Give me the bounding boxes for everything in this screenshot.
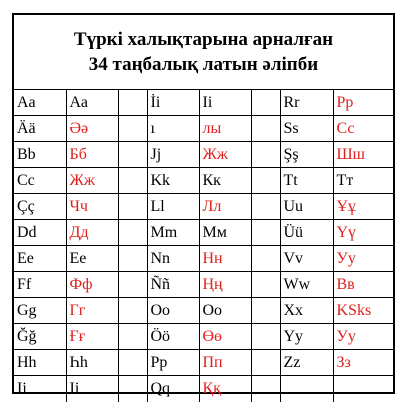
spacer-cell — [251, 298, 280, 324]
cyrillic-letter-cell: Фф — [66, 272, 118, 298]
spacer-cell — [251, 142, 280, 168]
letter-row — [14, 220, 393, 246]
latin-letter-cell: Hh — [14, 350, 66, 376]
latin-letter-cell: Xx — [280, 298, 333, 324]
cyrillic-letter-cell: Өө — [199, 324, 251, 350]
cyrillic-letter-cell: Сс — [333, 116, 393, 142]
latin-letter-cell: Şş — [280, 142, 333, 168]
cyrillic-letter-cell: Әә — [66, 116, 118, 142]
cyrillic-letter-cell: Жж — [199, 142, 251, 168]
spacer-cell — [118, 298, 147, 324]
latin-letter-cell: Bb — [14, 142, 66, 168]
cyrillic-letter-cell: Шш — [333, 142, 393, 168]
cyrillic-letter-cell: Мм — [199, 220, 251, 246]
latin-letter-cell: Rr — [280, 90, 333, 116]
cyrillic-letter-cell: Кк — [199, 168, 251, 194]
spacer-cell — [251, 90, 280, 116]
cyrillic-letter-cell: Ii — [199, 90, 251, 116]
spacer-cell — [118, 90, 147, 116]
spacer-cell — [118, 142, 147, 168]
latin-letter-cell: ı — [147, 116, 199, 142]
cyrillic-letter-cell: Аа — [66, 90, 118, 116]
spacer-cell — [118, 324, 147, 350]
cyrillic-letter-cell: Рр — [333, 90, 393, 116]
cyrillic-letter-cell: Зз — [333, 350, 393, 376]
letter-row — [14, 350, 393, 376]
latin-letter-cell: Ww — [280, 272, 333, 298]
spacer-cell — [118, 350, 147, 376]
latin-letter-cell: Aa — [14, 90, 66, 116]
latin-letter-cell: Cc — [14, 168, 66, 194]
letter-row — [14, 376, 393, 403]
letter-row — [14, 194, 393, 220]
letter-row — [14, 116, 393, 142]
cyrillic-letter-cell: Гг — [66, 298, 118, 324]
cyrillic-letter-cell: Жж — [66, 168, 118, 194]
title-line-1: Түркі халықтарына арналған — [73, 29, 334, 50]
latin-letter-cell: Ee — [14, 246, 66, 272]
letter-row — [14, 298, 393, 324]
latin-letter-cell: Çç — [14, 194, 66, 220]
cyrillic-letter-cell: Һh — [66, 350, 118, 376]
spacer-cell — [118, 376, 147, 403]
sheet-title — [14, 15, 393, 90]
latin-letter-cell: Nn — [147, 246, 199, 272]
cyrillic-letter-cell: Лл — [199, 194, 251, 220]
spacer-cell — [251, 376, 280, 403]
latin-letter-cell: Mm — [147, 220, 199, 246]
latin-letter-cell: Uu — [280, 194, 333, 220]
cyrillic-letter-cell: KSks — [333, 298, 393, 324]
cyrillic-letter-cell: Үү — [333, 220, 393, 246]
spacer-cell — [118, 246, 147, 272]
spacer-cell — [251, 116, 280, 142]
cyrillic-letter-cell: Уу — [333, 324, 393, 350]
latin-letter-cell: Vv — [280, 246, 333, 272]
letter-row — [14, 272, 393, 298]
spacer-cell — [251, 324, 280, 350]
latin-letter-cell: Gg — [14, 298, 66, 324]
cyrillic-letter-cell: Чч — [66, 194, 118, 220]
spacer-cell — [118, 116, 147, 142]
latin-letter-cell: Oo — [147, 298, 199, 324]
letter-row — [14, 142, 393, 168]
latin-letter-cell: Ll — [147, 194, 199, 220]
cyrillic-letter-cell: Іі — [66, 376, 118, 403]
cyrillic-letter-cell: Уу — [333, 246, 393, 272]
spacer-cell — [251, 246, 280, 272]
spacer-cell — [251, 220, 280, 246]
latin-letter-cell: Ff — [14, 272, 66, 298]
cyrillic-letter-cell — [333, 376, 393, 403]
latin-letter-cell: Ss — [280, 116, 333, 142]
spacer-cell — [251, 168, 280, 194]
cyrillic-letter-cell: Пп — [199, 350, 251, 376]
spacer-cell — [251, 350, 280, 376]
latin-letter-cell: Yy — [280, 324, 333, 350]
latin-letter-cell: Tt — [280, 168, 333, 194]
latin-letter-cell: Zz — [280, 350, 333, 376]
cyrillic-letter-cell: лы — [199, 116, 251, 142]
alphabet-table-body — [14, 90, 393, 402]
latin-letter-cell: Ğğ — [14, 324, 66, 350]
letter-row — [14, 246, 393, 272]
cyrillic-letter-cell: Бб — [66, 142, 118, 168]
alphabet-sheet — [12, 13, 395, 397]
cyrillic-letter-cell: Ее — [66, 246, 118, 272]
spacer-cell — [118, 168, 147, 194]
letter-row — [14, 168, 393, 194]
latin-letter-cell: Jj — [147, 142, 199, 168]
spacer-cell — [118, 220, 147, 246]
spacer-cell — [118, 272, 147, 298]
spacer-cell — [251, 194, 280, 220]
spacer-cell — [118, 194, 147, 220]
latin-letter-cell: Öö — [147, 324, 199, 350]
letter-row — [14, 90, 393, 116]
cyrillic-letter-cell: Дд — [66, 220, 118, 246]
cyrillic-letter-cell: Ұұ — [333, 194, 393, 220]
cyrillic-letter-cell: Ғғ — [66, 324, 118, 350]
letter-row — [14, 324, 393, 350]
cyrillic-letter-cell: Ңң — [199, 272, 251, 298]
cyrillic-letter-cell: Ққ — [199, 376, 251, 403]
cyrillic-letter-cell: Тт — [333, 168, 393, 194]
latin-letter-cell: Pp — [147, 350, 199, 376]
latin-letter-cell: İi — [147, 90, 199, 116]
latin-letter-cell: Ii — [14, 376, 66, 403]
spacer-cell — [251, 272, 280, 298]
latin-letter-cell: Ññ — [147, 272, 199, 298]
latin-letter-cell: Üü — [280, 220, 333, 246]
latin-letter-cell — [280, 376, 333, 403]
latin-letter-cell: Ää — [14, 116, 66, 142]
alphabet-table — [14, 90, 393, 402]
cyrillic-letter-cell: Вв — [333, 272, 393, 298]
title-line-2: 34 таңбалық латын әліпби — [88, 54, 319, 75]
latin-letter-cell: Dd — [14, 220, 66, 246]
cyrillic-letter-cell: Нн — [199, 246, 251, 272]
cyrillic-letter-cell: Оо — [199, 298, 251, 324]
latin-letter-cell: Kk — [147, 168, 199, 194]
latin-letter-cell: Qq — [147, 376, 199, 403]
